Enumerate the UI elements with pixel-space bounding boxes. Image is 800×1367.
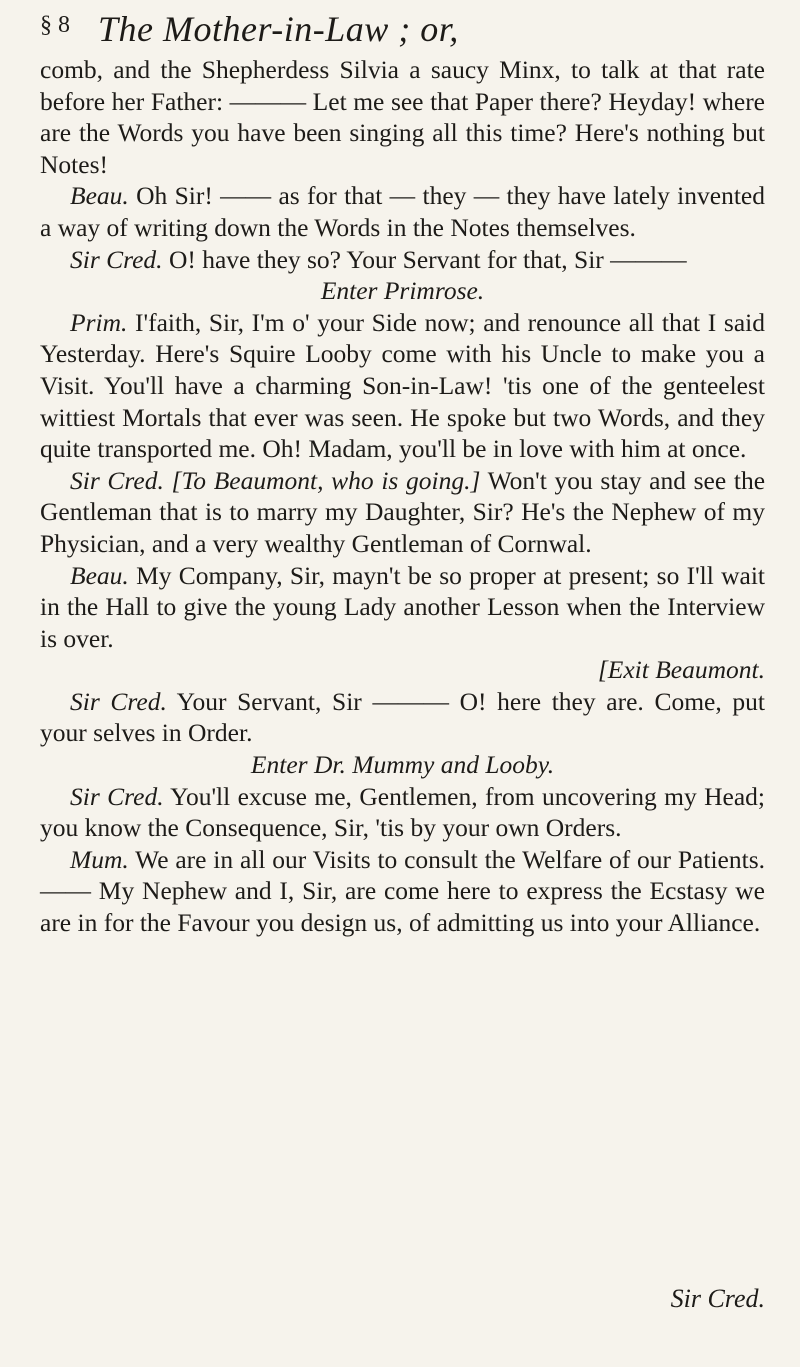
catchword: Sir Cred. [670, 1284, 765, 1313]
page-signature: § 8 [40, 12, 70, 38]
speech-text: Your Servant, Sir ——— O! here they are. Come, put your selves in Order. [40, 686, 765, 748]
speech-text: I'faith, Sir, I'm o' your Side now; and renounce all that I said Yesterday. Here's Squire Looby come with his Uncle to make you a Visit. You'll have a charming Son-in-Law! 'tis one of the genteelest wittiest Mortals that ever was seen. He spoke but two Words, and they quite transported me. Oh! Madam, you'll be in love with him at once. [40, 307, 766, 464]
body-text [40, 54, 765, 939]
speech-text: Oh Sir! —— as for that — they — they have lately invented a way of writing down the Words in the Notes themselves. [40, 181, 765, 242]
speaker: Prim. [70, 307, 128, 337]
speech-text: You'll excuse me, Gentlemen, from uncovering my Head; you know the Consequence, Sir, 'tis by your own Orders. [40, 781, 765, 843]
speech-text: O! have they so? Your Servant for that, Sir ——— [168, 244, 687, 274]
speech [40, 686, 765, 749]
speech [40, 560, 765, 655]
book-page [40, 8, 765, 1348]
speech [40, 180, 765, 243]
stage-direction: Enter Primrose. [320, 276, 485, 306]
speech [40, 465, 765, 560]
speaker: Beau. [70, 181, 129, 211]
paragraph: comb, and the Shepherdess Silvia a saucy Minx, to talk at that rate before her Father: ——— Let me see that Paper there? Heyday! where are the Words you have been singing all this time? Here's nothing but Notes! [40, 55, 765, 179]
running-title: The Mother-in-Law ; or, [98, 9, 459, 49]
speaker: Sir Cred. [70, 244, 163, 274]
speaker: Sir Cred. [70, 781, 164, 811]
speech-text: Won't you stay and see the Gentleman that is to marry my Daughter, Sir? He's the Nephew of my Physician, and a very wealthy Gentleman of Cornwal. [40, 465, 766, 558]
speech-text: My Company, Sir, mayn't be so proper at present; so I'll wait in the Hall to give the young Lady another Lesson when the Interview is over. [40, 560, 766, 653]
speaker: Sir Cred. [70, 465, 164, 495]
speech [40, 844, 765, 939]
speech [40, 781, 765, 844]
speaker: Sir Cred. [70, 686, 167, 716]
speech [40, 244, 765, 276]
speech [40, 307, 765, 465]
exit-direction: [Exit Beaumont. [597, 655, 765, 685]
speaker: Beau. [70, 560, 129, 590]
stage-direction-inline: [To Beaumont, who is going.] [171, 465, 481, 495]
speaker: Mum. [70, 844, 129, 874]
speech-text: We are in all our Visits to consult the Welfare of our Patients. —— My Nephew and I, Sir, are come here to express the Ecstasy we are in for the Favour you design us, of admitting us into your Alliance. [40, 844, 765, 938]
running-header [40, 8, 765, 54]
stage-direction: Enter Dr. Mummy and Looby. [250, 750, 555, 780]
